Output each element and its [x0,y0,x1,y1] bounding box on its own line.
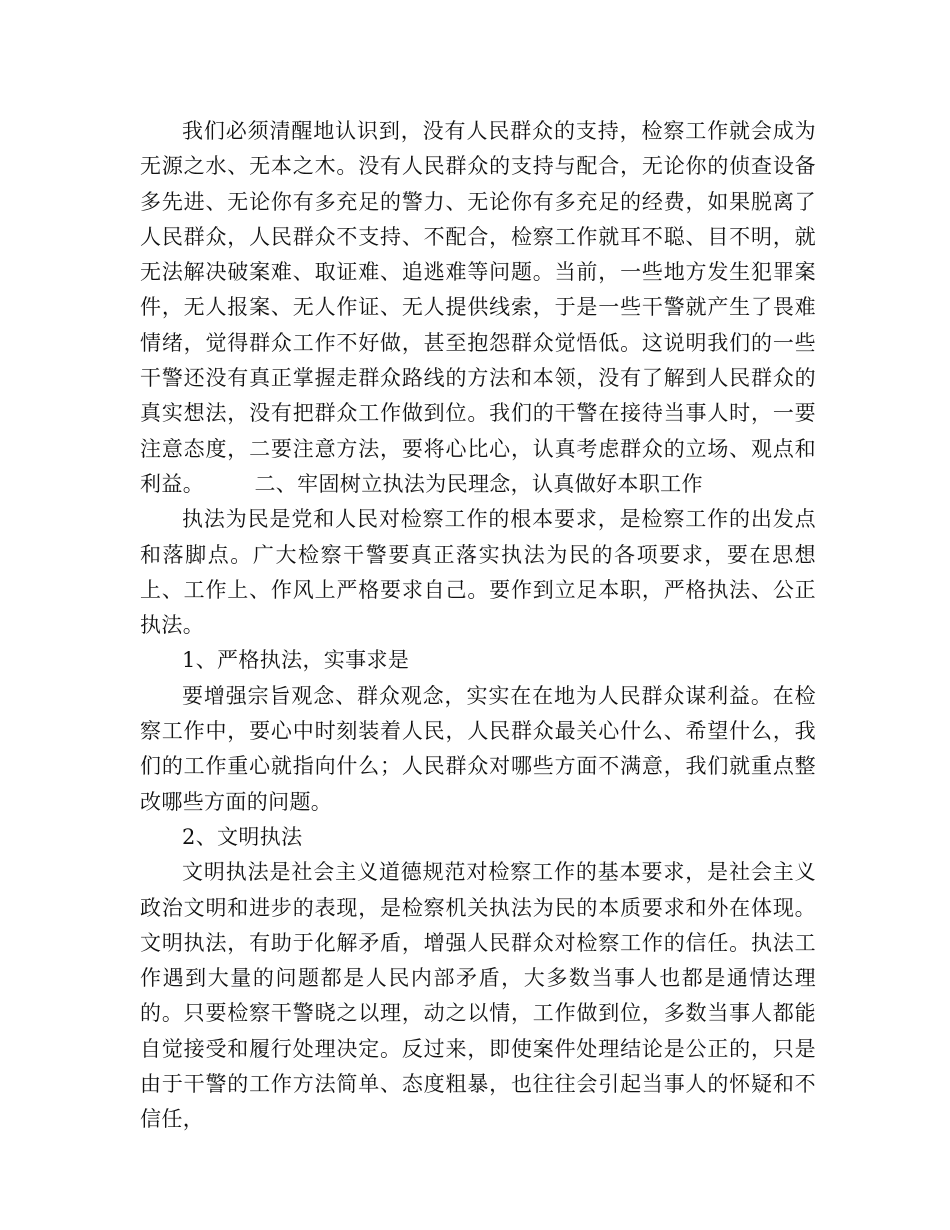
paragraph-purpose-concept: 要增强宗旨观念、群众观念，实实在在地为人民群众谋利益。在检察工作中，要心中时刻装着人民，人民群众最关心什么、希望什么，我们的工作重心就指向什么；人民群众对哪些方面不满意，我们就重点整改哪些方面的问题。 [140,683,816,814]
paragraph-civil-enforcement: 文明执法是社会主义道德规范对检察工作的基本要求，是社会主义政治文明和进步的表现，是检察机关执法为民的本质要求和外在体现。文明执法，有助于化解矛盾，增强人民群众对检察工作的信任。执法工作遇到大量的问题都是人民内部矛盾，大多数当事人也都是通情达理的。只要检察干警晓之以理，动之以情，工作做到位，多数当事人都能自觉接受和履行处理决定。反过来，即使案件处理结论是公正的，只是由于干警的工作方法简单、态度粗暴，也往往会引起当事人的怀疑和不信任， [140,860,816,1132]
paragraph-mass-support-text: 我们必须清醒地认识到，没有人民群众的支持，检察工作就会成为无源之水、无本之木。没有人民群众的支持与配合，无论你的侦查设备多先进、无论你有多充足的警力、无论你有多充足的经费，如果脱离了人民群众，人民群众不支持、不配合，检察工作就耳不聪、目不明，就无法解决破案难、取证难、追逃难等问题。当前，一些地方发生犯罪案件，无人报案、无人作证、无人提供线索，于是一些干警就产生了畏难情绪，觉得群众工作不好做，甚至抱怨群众觉悟低。这说明我们的一些干警还没有真正掌握走群众路线的方法和本领，没有了解到人民群众的真实想法，没有把群众工作做到位。我们的干警在接待当事人时，一要注意态度，二要注意方法，要将心比心，认真考虑群众的立场、观点和利益。 [140,119,816,496]
paragraph-law-for-people: 执法为民是党和人民对检察工作的根本要求，是检察工作的出发点和落脚点。广大检察干警要真正落实执法为民的各项要求，要在思想上、工作上、作风上严格要求自己。要作到立足本职，严格执法、公正执法。 [140,507,816,638]
paragraph-mass-support [140,114,816,502]
section-heading-two: 二、牢固树立执法为民理念，认真做好本职工作 [254,471,703,496]
subheading-strict-enforcement: 1、严格执法，实事求是 [182,648,410,673]
subheading-civil-enforcement: 2、文明执法 [182,824,303,849]
document-body [140,114,816,1138]
